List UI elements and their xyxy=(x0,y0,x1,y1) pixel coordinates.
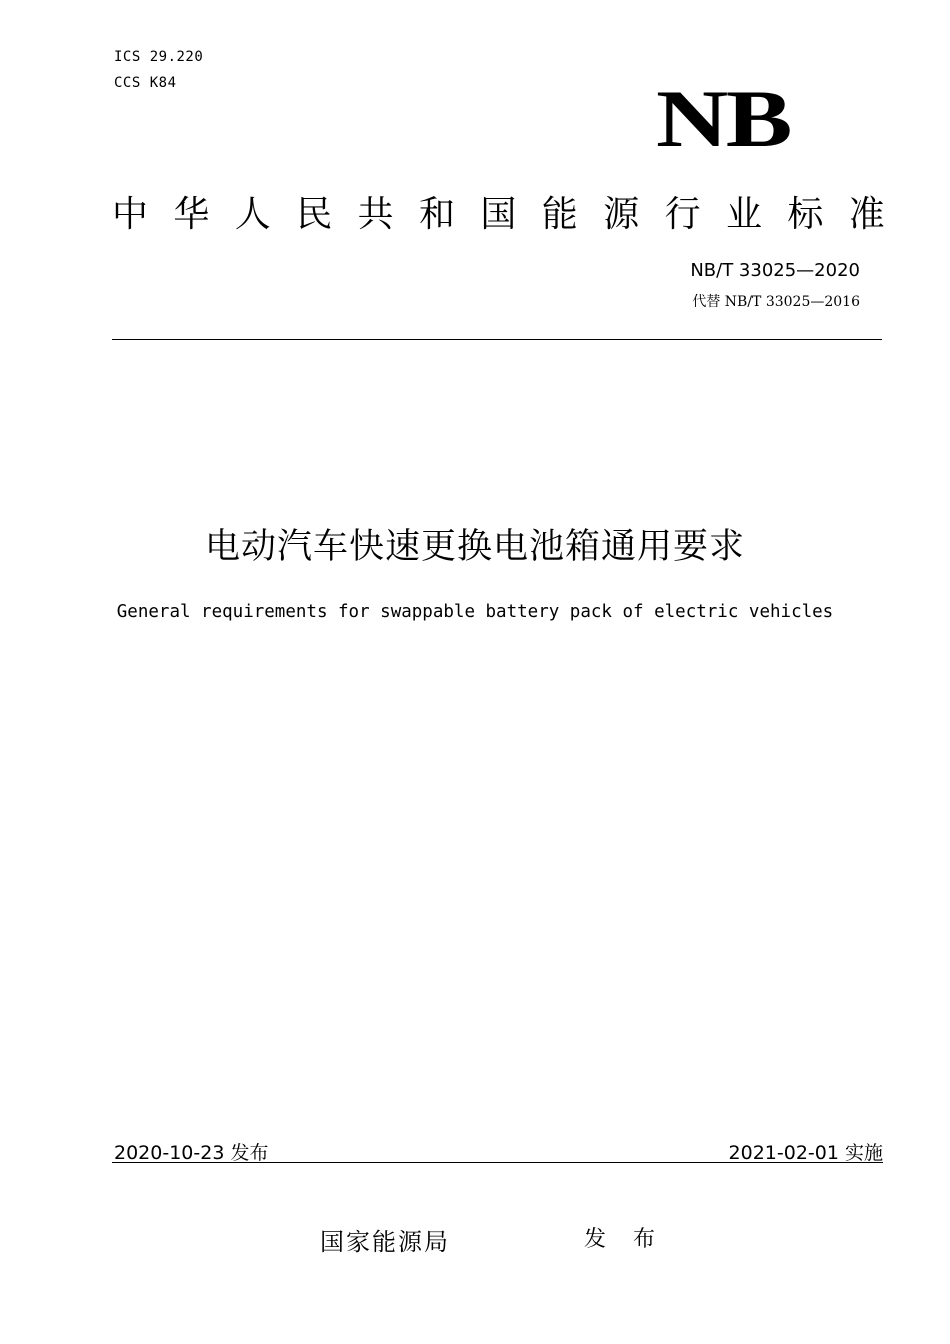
issue-label: 发 布 xyxy=(584,1227,665,1252)
footer-divider xyxy=(112,1162,883,1163)
implement-date: 2021-02-01 实施 xyxy=(728,1142,883,1164)
document-title-en: General requirements for swappable battery pack of electric vehicles xyxy=(116,602,834,622)
replaces-note: 代替 NB/T 33025—2016 xyxy=(692,294,860,310)
publisher-name: 国家能源局 xyxy=(320,1228,450,1256)
standard-type-heading: 中华人民共和国能源行业标准 xyxy=(112,194,911,235)
document-title-cn: 电动汽车快速更换电池箱通用要求 xyxy=(204,527,745,567)
ics-code: ICS 29.220 xyxy=(114,49,204,65)
header-divider xyxy=(112,339,882,340)
standard-number: NB/T 33025—2020 xyxy=(690,260,860,281)
nb-logo: NB xyxy=(656,73,791,164)
publish-date: 2020-10-23 发布 xyxy=(114,1142,269,1164)
ccs-code: CCS K84 xyxy=(114,75,177,91)
